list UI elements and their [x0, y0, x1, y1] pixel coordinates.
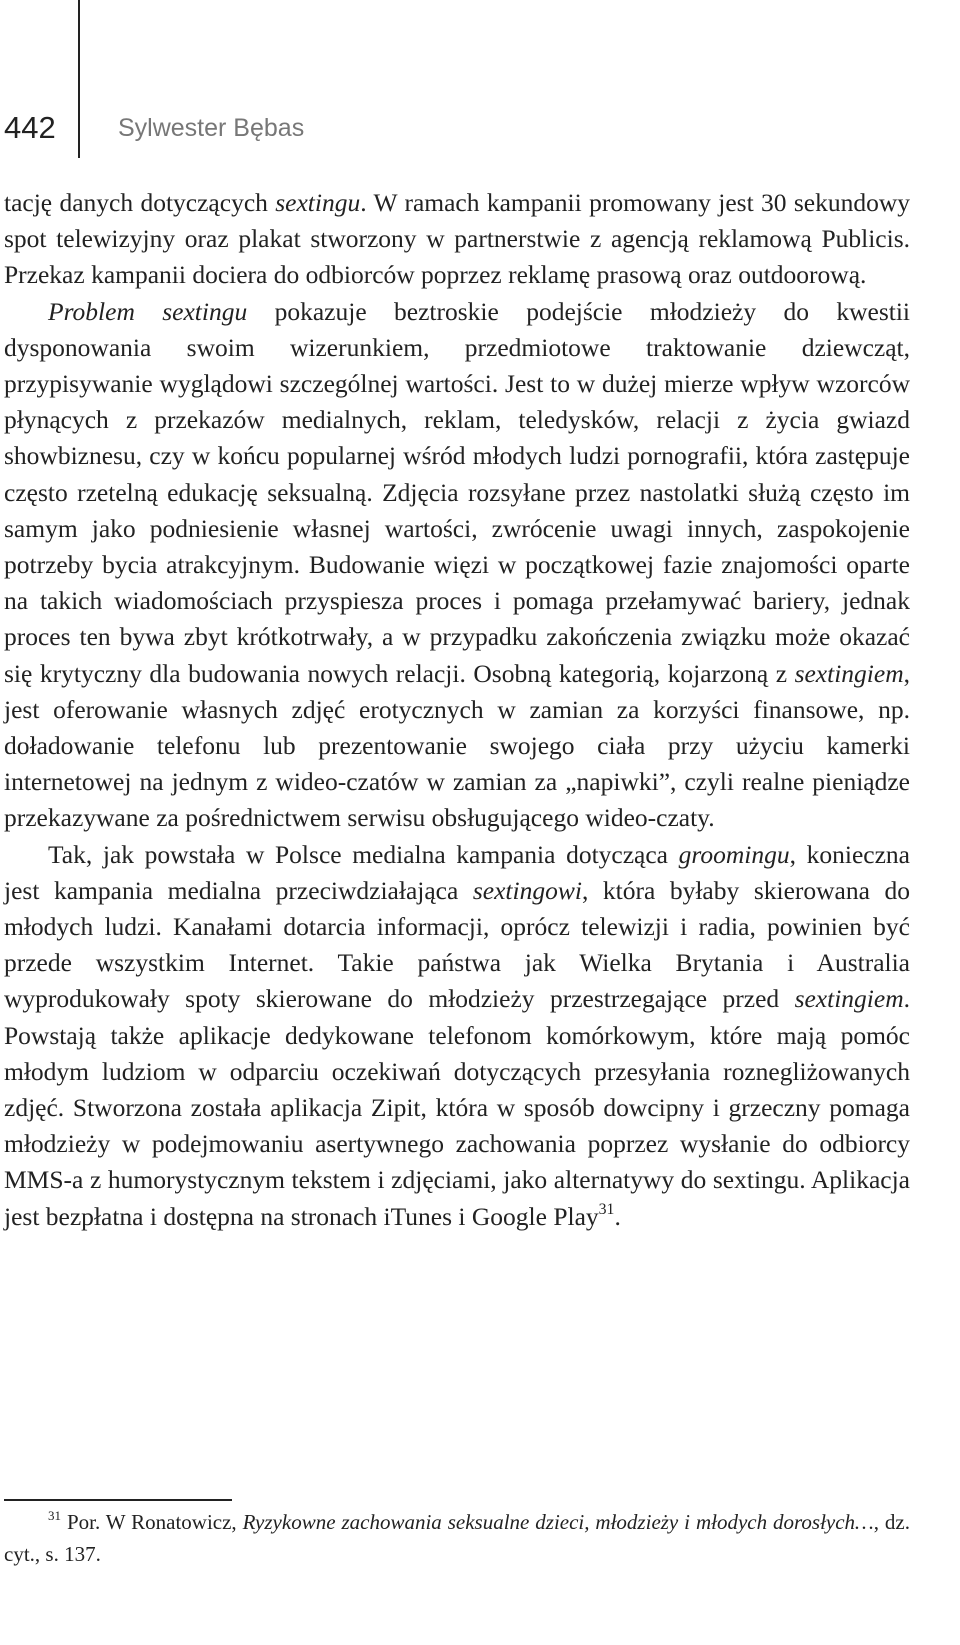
body-text [4, 185, 910, 1235]
footnote-31 [4, 1506, 910, 1570]
footnote-divider [4, 1499, 232, 1501]
text-run: , dz. cyt., s. 137. [4, 1510, 910, 1566]
paragraph-3 [4, 837, 910, 1235]
italic-text: groomingu [678, 839, 790, 869]
text-run: . [614, 1201, 621, 1231]
text-run: . Powstają także aplikacje dedykowane telefonom komórkowym, które mają pomóc młodym ludziom w odparciu oczekiwań dotyczących przesyłania roznegliżowanych zdjęć. Stworzona została aplikacja Zipit, która w sposób dowcipny i grzeczny pomaga młodzieży w podejmowaniu asertywnego zachowania poprzez wysłanie do odbiorcy MMS-a z humorystycznym tekstem i zdjęciami, jako alternatywy do sextingu. Aplikacja jest bezpłatna i dostępna na stronach iTunes i Google Play [4, 984, 910, 1231]
italic-text: sextingiem [794, 658, 904, 688]
page-number: 442 [4, 110, 56, 145]
text-run: tację danych dotyczących [4, 188, 276, 217]
footnote-ref: 31 [48, 1507, 62, 1523]
paragraph-2 [4, 294, 910, 837]
text-run: pokazuje beztroskie podejście młodzieży do kwestii dysponowania swoim wizerunkiem, przedmiotowe traktowanie dziewcząt, przypisywanie wyglądowi szczególnej wartości. Jest to w dużej mierze wpływ wzorców płynących z przekazów medialnych, reklam, teledysków, relacji z życia gwiazd showbiznesu, czy w końcu popularnej wśród młodych ludzi pornografii, która zastępuje często rzetelną edukację seksualną. Zdjęcia rozsyłane przez nastolatki służą często im samym jako podniesienie własnej wartości, zwrócenie uwagi innych, zaspokojenie potrzeby bycia atrakcyjnym. Budowanie więzi w początkowej fazie znajomości oparte na takich wiadomościach przyspiesza proces i pomaga przełamywać bariery, jednak proces ten bywa zbyt krótkotrwały, a w przypadku zakończenia związku może okazać się krytyczny dla budowania nowych relacji. Osobną kategorią, kojarzoną z [4, 296, 910, 688]
paragraph-1 [4, 185, 910, 294]
italic-text: Ryzykowne zachowania seksualne dzieci, młodzieży i młodych dorosłych… [242, 1510, 874, 1534]
italic-text: sextingu [275, 188, 361, 217]
text-run: Por. W Ronatowicz, [61, 1510, 243, 1534]
italic-text: sextingowi [472, 875, 582, 905]
footnote-ref: 31 [598, 1200, 615, 1218]
text-run: , jest oferowanie własnych zdjęć erotycznych w zamian za korzyści finansowe, np. doładowanie telefonu lub prezentowanie swojego ciała przy użyciu kamerki internetowej na jednym z wideo-czatów w zamian za „napiwki”, czyli realne pieniądze przekazywane za pośrednictwem serwisu obsługującego wideo-czaty. [4, 658, 910, 833]
italic-text: Problem sextingu [48, 296, 248, 326]
header-divider [78, 0, 80, 158]
text-run: , konieczna jest kampania medialna przeciwdziałająca [4, 839, 910, 905]
text-run: , która byłaby skierowana do młodych ludzi. Kanałami dotarcia informacji, oprócz telewizji i radia, powinien być przede wszystkim Internet. Takie państwa jak Wielka Brytania i Australia wyprodukowały spoty skierowane do młodzieży przestrzegające przed [4, 875, 911, 1014]
text-run: Tak, jak powstała w Polsce medialna kampania dotycząca [48, 839, 679, 869]
italic-text: sextingiem [794, 984, 904, 1014]
running-head-author: Sylwester Bębas [118, 114, 305, 142]
text-run: . W ramach kampanii promowany jest 30 sekundowy spot telewizyjny oraz plakat stworzony w partnerstwie z agencją reklamową Publicis. Przekaz kampanii dociera do odbiorców poprzez reklamę prasową oraz outdoorową. [4, 188, 911, 290]
